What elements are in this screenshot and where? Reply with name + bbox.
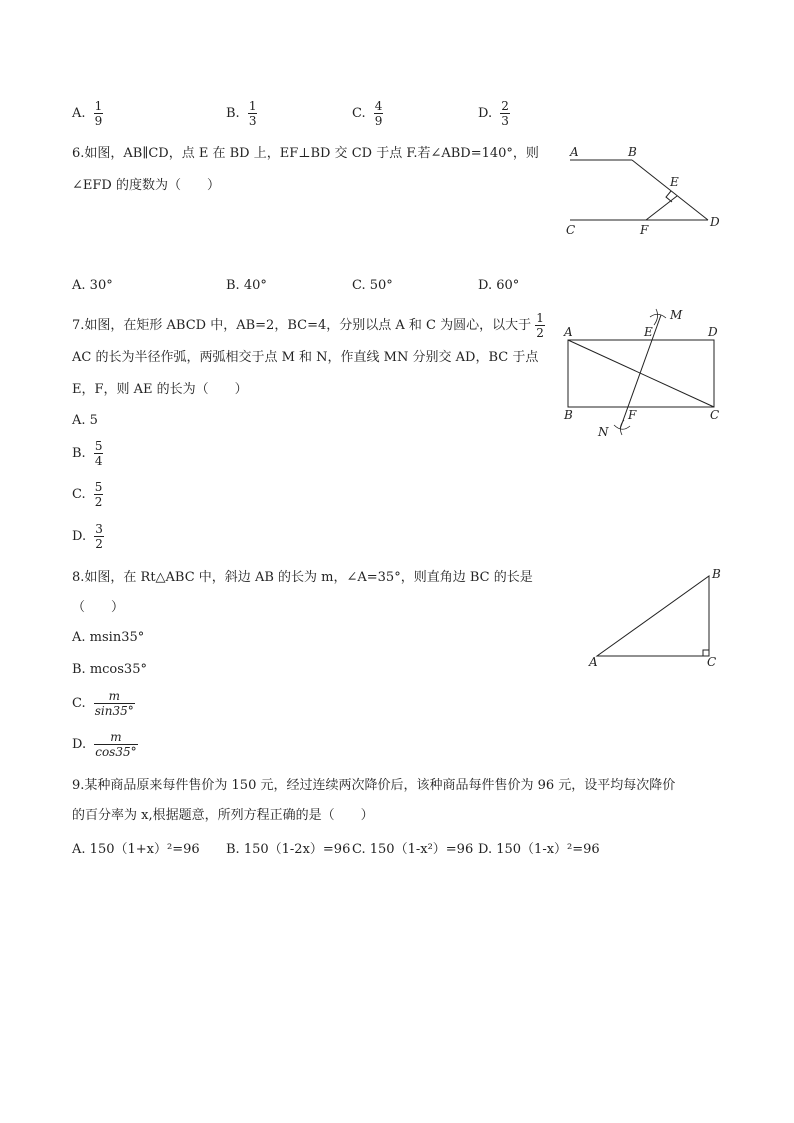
label-a: A [564,325,573,339]
option-label: B. [72,446,86,461]
option-label: C. [72,696,86,711]
option-label: B. [226,278,240,293]
numerator: 5 [94,439,103,453]
q9-option-a [72,838,200,857]
q7-stem-line3: E，F，则 AE 的长为（ ） [72,382,248,397]
option-label: C. [352,106,366,121]
option-text: 150（1-x）²=96 [496,842,600,857]
option-label: B. [226,106,240,121]
label-c: C [710,408,720,422]
q9-option-c [352,838,473,857]
q9-option-b [226,838,350,857]
fraction [94,440,104,467]
label-e: E [644,325,653,339]
numerator: 2 [501,99,509,113]
q6-option-d [478,278,519,293]
denominator: 3 [501,114,509,128]
numerator: 4 [374,99,383,113]
q6-stem-line2: ∠EFD 的度数为（ ） [72,178,220,193]
option-text: 40° [243,278,267,293]
q8-option-c [72,690,135,717]
label-f: F [628,408,637,422]
label-d: D [710,215,720,229]
option-label: D. [72,529,87,544]
label-b: B [712,567,721,581]
q7-stem-line1 [72,312,545,339]
q5-option-b [226,100,257,127]
numerator: 1 [94,99,103,113]
option-text: 30° [89,278,113,293]
numerator: 1 [248,99,257,113]
option-label: D. [72,737,87,752]
label-c: C [566,223,576,237]
q7-stem-line2: AC 的长为半径作弧，两弧相交于点 M 和 N，作直线 MN 分别交 AD，BC 于点 [72,350,539,365]
denominator: 9 [94,114,103,128]
denominator: 2 [94,495,103,509]
option-label: A. [72,842,86,857]
q8-figure [585,562,725,674]
option-text: 50° [369,278,393,293]
option-label: A. [72,106,86,121]
q8-stem-line1: 8.如图，在 Rt△ABC 中，斜边 AB 的长为 m，∠A=35°，则直角边 BC 的长是 [72,570,533,585]
fraction [94,731,137,758]
denominator: 9 [374,114,383,128]
denominator: 2 [536,326,544,340]
q9-stem-line1: 9.某种商品原来每件售价为 150 元，经过连续两次降价后，该种商品每件售价为 96 元，设平均每次降价 [72,778,676,793]
option-label: C. [72,487,86,502]
q8-option-a [72,630,144,645]
denominator: sin35° [94,704,134,718]
option-text: mcos35° [89,662,147,677]
option-text: 150（1-x²）=96 [369,842,474,857]
label-d: D [708,325,718,339]
numerator: 1 [536,311,544,325]
option-label: D. [478,106,493,121]
q9-option-d [478,838,600,857]
q8-option-b [72,662,147,677]
label-a: A [570,145,579,159]
q8-option-d [72,731,138,758]
q5-option-d [478,100,510,127]
q6-stem-line1: 6.如图，AB∥CD，点 E 在 BD 上，EF⊥BD 交 CD 于点 F.若∠ABD=140°，则 [72,146,539,161]
option-label: C. [352,842,366,857]
q5-option-a [72,100,103,127]
numerator: 3 [95,522,103,536]
fraction [535,312,545,339]
label-a: A [589,655,598,669]
denominator: cos35° [95,745,137,759]
q6-option-a [72,278,113,293]
q7-figure [560,305,730,440]
option-text: 60° [496,278,520,293]
option-text: 150（1-2x）=96 [243,842,351,857]
numerator: 5 [94,480,103,494]
option-label: A. [72,278,86,293]
label-f: F [640,223,649,237]
option-label: B. [72,662,86,677]
option-label: D. [478,842,493,857]
label-n: N [598,425,609,439]
fraction [94,523,104,550]
option-text: msin35° [89,630,145,645]
denominator: 4 [94,454,103,468]
q9-stem-line2: 的百分率为 x,根据题意，所列方程正确的是（ ） [72,808,374,823]
fraction [248,100,258,127]
fraction [374,100,384,127]
fraction [94,481,104,508]
q6-figure [560,140,730,240]
q7-option-d [72,523,104,550]
fraction [94,690,135,717]
q7-stem-text: 7.如图，在矩形 ABCD 中，AB=2，BC=4，分别以点 A 和 C 为圆心，以大于 [72,318,532,333]
numerator: m [108,689,120,703]
q7-option-c [72,481,103,508]
label-c: C [707,655,717,669]
q7-option-a [72,413,98,428]
option-label: D. [478,278,493,293]
denominator: 3 [248,114,257,128]
option-label: C. [352,278,366,293]
q5-option-c [352,100,383,127]
option-label: A. [72,413,86,428]
label-b: B [564,408,573,422]
option-text: 150（1+x）²=96 [89,842,200,857]
q8-stem-line2: （ ） [72,600,125,615]
denominator: 2 [95,537,103,551]
label-e: E [670,175,679,189]
q6-option-b [226,278,267,293]
option-label: B. [226,842,240,857]
option-text: 5 [89,413,98,428]
fraction [500,100,510,127]
option-label: A. [72,630,86,645]
q6-option-c [352,278,393,293]
label-m: M [670,308,683,322]
numerator: m [110,730,122,744]
q7-option-b [72,440,103,467]
label-b: B [628,145,637,159]
fraction [94,100,104,127]
